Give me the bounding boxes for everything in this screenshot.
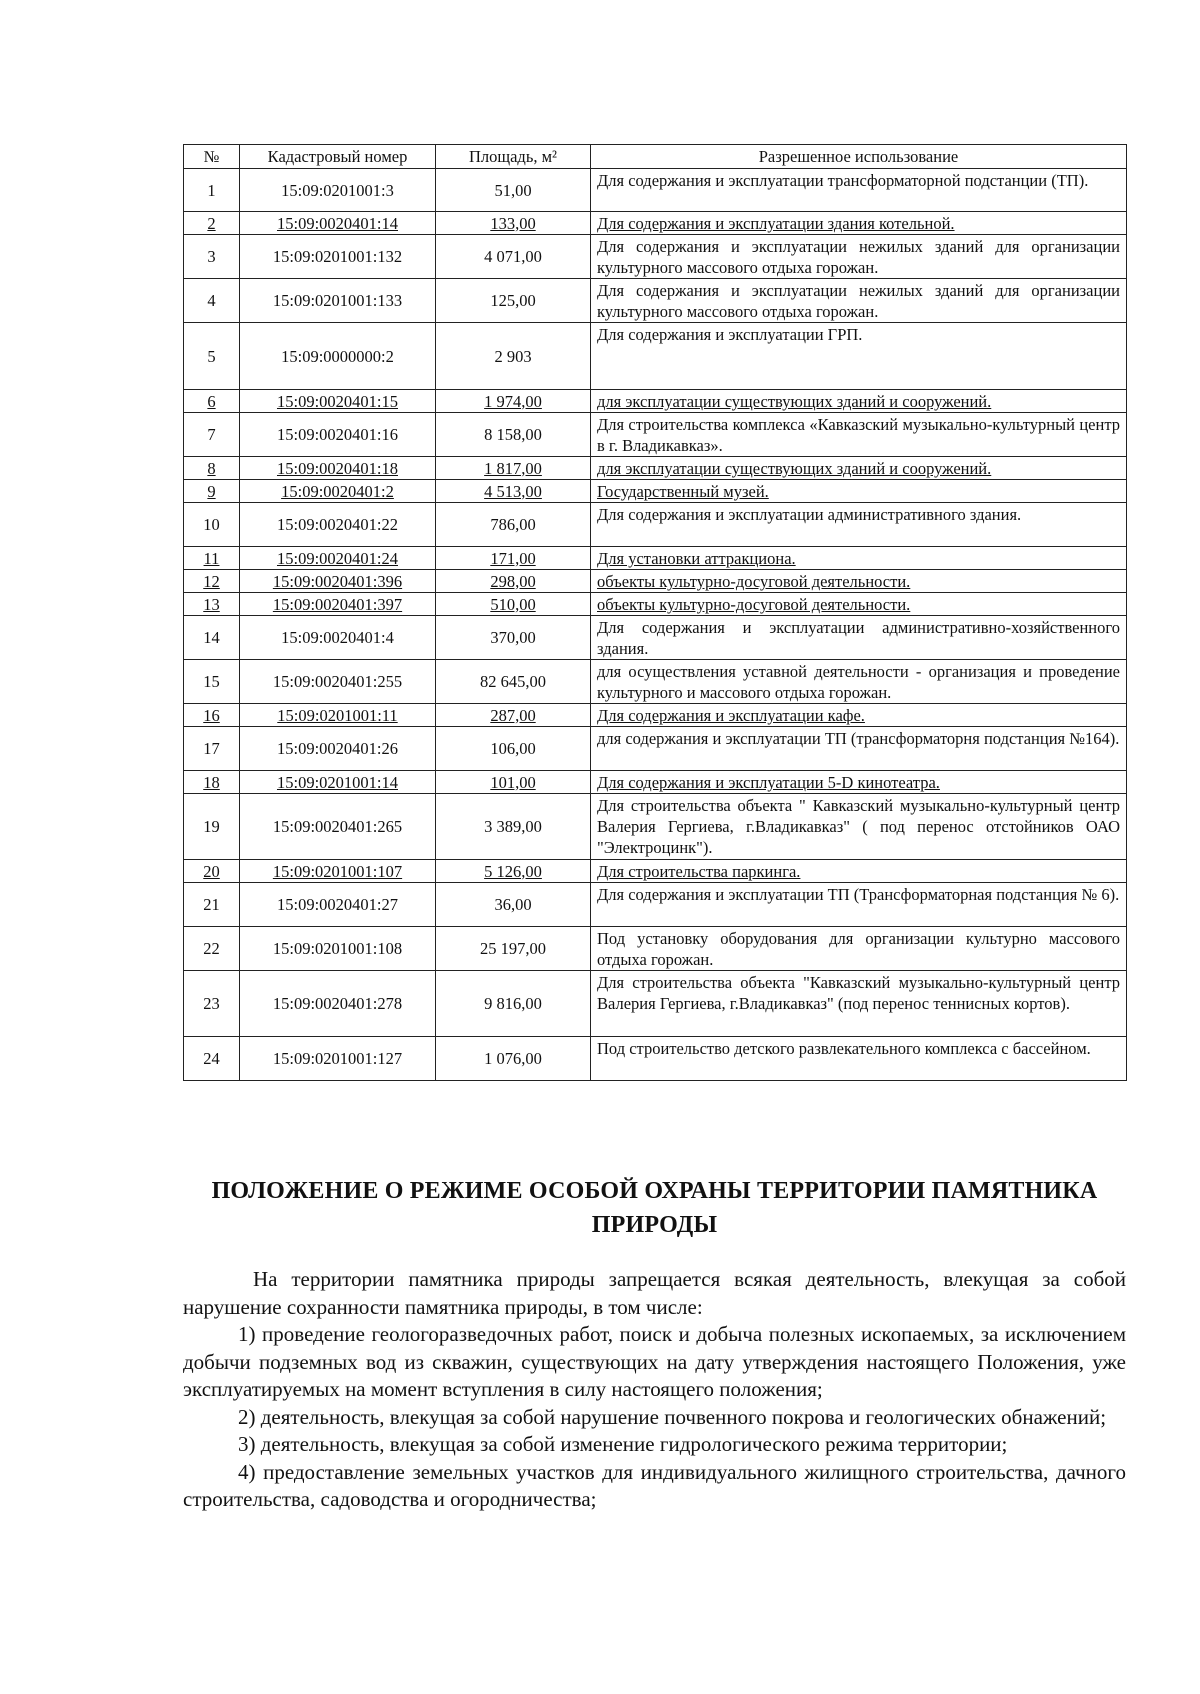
row-use <box>591 169 1127 212</box>
row-use <box>591 771 1127 794</box>
row-use-text: для эксплуатации существующих зданий и сооружений. <box>597 392 992 411</box>
row-cadastral-text: 15:09:0020401:14 <box>276 213 398 233</box>
row-cadastral-text: 15:09:0020401:265 <box>272 817 403 836</box>
row-use <box>591 235 1127 279</box>
row-use-text: Для содержания и эксплуатации 5-D кинотеатра. <box>597 773 940 792</box>
table-row <box>184 235 1127 279</box>
row-num <box>184 927 240 971</box>
row-use <box>591 547 1127 570</box>
row-cadastral-text: 15:09:0201001:132 <box>272 247 403 266</box>
row-num <box>184 883 240 927</box>
row-area <box>436 547 591 570</box>
row-num-text: 5 <box>207 346 216 366</box>
row-num <box>184 503 240 547</box>
row-use-text: объекты культурно-досуговой деятельности. <box>597 595 911 614</box>
row-cadastral-text: 15:09:0201001:14 <box>276 772 398 792</box>
row-num-text: 13 <box>203 594 220 614</box>
row-area-text: 171,00 <box>490 548 536 568</box>
row-num <box>184 860 240 883</box>
row-use-text: для содержания и эксплуатации ТП (трансформаторня подстанция №164). <box>597 729 1120 748</box>
table-row <box>184 1037 1127 1081</box>
row-use-text: объекты культурно-досуговой деятельности. <box>597 572 911 591</box>
row-use-text: Для содержания и эксплуатации нежилых зданий для организации культурного массового отдыха горожан. <box>597 281 1120 321</box>
row-use-text: для осуществления уставной деятельности - организация и проведение культурного и массового отдыха горожан. <box>597 662 1120 702</box>
row-area <box>436 971 591 1037</box>
row-num-text: 17 <box>203 739 220 758</box>
row-use <box>591 570 1127 593</box>
row-cadastral-text: 15:09:0020401:397 <box>272 594 403 614</box>
row-use <box>591 212 1127 235</box>
table-row <box>184 660 1127 704</box>
table-row <box>184 860 1127 883</box>
row-cadastral-text: 15:09:0201001:108 <box>272 939 403 958</box>
table-row <box>184 570 1127 593</box>
row-use <box>591 971 1127 1037</box>
row-use <box>591 860 1127 883</box>
table-body <box>184 169 1127 1081</box>
row-cadastral-text: 15:09:0020401:2 <box>281 481 394 501</box>
row-cadastral <box>240 927 436 971</box>
row-area-text: 298,00 <box>490 571 536 591</box>
row-num-text: 21 <box>203 895 220 914</box>
row-num <box>184 727 240 771</box>
row-area <box>436 570 591 593</box>
row-area <box>436 860 591 883</box>
row-cadastral-text: 15:09:0201001:11 <box>277 705 398 725</box>
row-cadastral-text: 15:09:0020401:16 <box>276 425 398 444</box>
row-num-text: 9 <box>207 481 216 501</box>
heading-line-1: ПОЛОЖЕНИЕ О РЕЖИМЕ ОСОБОЙ ОХРАНЫ ТЕРРИТОРИИ ПАМЯТНИКА <box>211 1178 1098 1204</box>
row-area <box>436 771 591 794</box>
row-cadastral <box>240 727 436 771</box>
row-num <box>184 704 240 727</box>
row-area <box>436 727 591 771</box>
row-cadastral-text: 15:09:0020401:255 <box>272 672 403 691</box>
row-cadastral <box>240 704 436 727</box>
row-num-text: 10 <box>203 515 220 534</box>
row-use <box>591 616 1127 660</box>
row-cadastral <box>240 771 436 794</box>
row-cadastral <box>240 593 436 616</box>
row-cadastral <box>240 616 436 660</box>
table-row <box>184 169 1127 212</box>
list-item: 3) деятельность, влекущая за собой изменение гидрологического режима территории; <box>238 1432 1008 1456</box>
row-cadastral-text: 15:09:0020401:24 <box>276 548 398 568</box>
row-cadastral <box>240 413 436 457</box>
row-num <box>184 771 240 794</box>
row-num-text: 6 <box>207 391 216 411</box>
row-use-text: Для строительства объекта "Кавказский музыкально-культурный центр Валерия Гергиева, г.Владикавказ" (под перенос теннисных кортов). <box>597 973 1120 1013</box>
row-num-text: 1 <box>207 180 216 200</box>
row-cadastral-text: 15:09:0201001:3 <box>281 180 394 200</box>
row-use <box>591 279 1127 323</box>
row-use-text: Под строительство детского развлекательного комплекса с бассейном. <box>597 1039 1091 1058</box>
row-cadastral <box>240 457 436 480</box>
table-row <box>184 616 1127 660</box>
row-use-text: Для содержания и эксплуатации кафе. <box>597 706 865 725</box>
list-item: 2) деятельность, влекущая за собой нарушение почвенного покрова и геологических обнажений; <box>238 1404 1107 1429</box>
row-cadastral <box>240 212 436 235</box>
row-area-text: 106,00 <box>490 739 536 758</box>
row-area-text: 125,00 <box>490 291 536 310</box>
row-use <box>591 927 1127 971</box>
table-row <box>184 727 1127 771</box>
row-use <box>591 413 1127 457</box>
row-cadastral-text: 15:09:0201001:133 <box>272 291 403 310</box>
row-area-text: 36,00 <box>494 895 532 914</box>
row-use-text: Для содержания и эксплуатации ГРП. <box>597 325 863 344</box>
row-num-text: 15 <box>203 672 220 691</box>
row-cadastral <box>240 235 436 279</box>
cadastral-table <box>183 144 1127 1081</box>
row-use <box>591 457 1127 480</box>
header-area: Площадь, м² <box>436 145 591 169</box>
row-cadastral-text: 15:09:0020401:4 <box>281 628 394 647</box>
row-num-text: 2 <box>207 213 216 233</box>
row-area-text: 3 389,00 <box>484 817 542 836</box>
row-cadastral <box>240 794 436 860</box>
row-area <box>436 593 591 616</box>
list-item: 4) предоставление земельных участков для индивидуального жилищного строительства, дачного строительства, садоводства и огородничества; <box>183 1459 1126 1511</box>
row-cadastral-text: 15:09:0020401:15 <box>276 391 398 411</box>
row-num-text: 14 <box>203 628 220 647</box>
row-num <box>184 1037 240 1081</box>
row-num-text: 7 <box>207 425 216 444</box>
table-row <box>184 323 1127 390</box>
row-area <box>436 323 591 390</box>
header-num: № <box>184 145 240 169</box>
row-area <box>436 413 591 457</box>
row-use-text: для эксплуатации существующих зданий и сооружений. <box>597 459 992 478</box>
table-row <box>184 704 1127 727</box>
row-cadastral <box>240 1037 436 1081</box>
table-row <box>184 593 1127 616</box>
row-use-text: Для содержания и эксплуатации административно-хозяйственного здания. <box>597 618 1120 658</box>
table-row <box>184 503 1127 547</box>
row-area-text: 4 071,00 <box>484 247 542 266</box>
row-area-text: 786,00 <box>490 515 536 534</box>
row-num <box>184 547 240 570</box>
row-area <box>436 503 591 547</box>
row-area <box>436 390 591 413</box>
row-area <box>436 660 591 704</box>
row-use-text: Для содержания и эксплуатации нежилых зданий для организации культурного массового отдыха горожан. <box>597 237 1120 277</box>
row-num <box>184 570 240 593</box>
row-num <box>184 616 240 660</box>
row-num <box>184 212 240 235</box>
row-num <box>184 413 240 457</box>
table-row <box>184 927 1127 971</box>
row-area-text: 4 513,00 <box>484 481 542 501</box>
table-row <box>184 480 1127 503</box>
row-num-text: 19 <box>203 817 220 836</box>
row-area <box>436 480 591 503</box>
header-use: Разрешенное использование <box>591 145 1127 169</box>
row-num-text: 20 <box>203 861 220 881</box>
table-row <box>184 771 1127 794</box>
row-area-text: 5 126,00 <box>484 861 542 881</box>
row-area-text: 287,00 <box>490 705 536 725</box>
row-area-text: 133,00 <box>490 213 536 233</box>
row-use <box>591 593 1127 616</box>
row-num <box>184 480 240 503</box>
row-cadastral <box>240 570 436 593</box>
row-area <box>436 1037 591 1081</box>
row-area-text: 8 158,00 <box>484 425 542 444</box>
row-cadastral-text: 15:09:0020401:27 <box>276 895 398 914</box>
row-num-text: 8 <box>207 458 216 478</box>
row-num <box>184 390 240 413</box>
table-row <box>184 971 1127 1037</box>
row-num <box>184 971 240 1037</box>
row-num-text: 4 <box>207 291 216 310</box>
row-area <box>436 235 591 279</box>
header-cadastral: Кадастровый номер <box>240 145 436 169</box>
row-num <box>184 169 240 212</box>
table-row <box>184 212 1127 235</box>
row-area-text: 1 974,00 <box>484 391 542 411</box>
row-num-text: 23 <box>203 994 220 1013</box>
row-use-text: Для содержания и эксплуатации ТП (Трансформаторная подстанция № 6). <box>597 885 1120 904</box>
row-use-text: Для установки аттракциона. <box>597 549 796 568</box>
table-row <box>184 413 1127 457</box>
table-row <box>184 279 1127 323</box>
row-area <box>436 794 591 860</box>
row-use-text: Для содержания и эксплуатации административного здания. <box>597 505 1022 524</box>
row-num-text: 12 <box>203 571 220 591</box>
row-area-text: 25 197,00 <box>480 939 546 958</box>
row-num-text: 24 <box>203 1049 220 1068</box>
row-area-text: 101,00 <box>490 772 536 792</box>
row-cadastral <box>240 323 436 390</box>
row-use <box>591 1037 1127 1081</box>
table-row <box>184 457 1127 480</box>
row-use-text: Для содержания и эксплуатации трансформаторной подстанции (ТП). <box>597 171 1089 190</box>
row-num <box>184 593 240 616</box>
row-cadastral-text: 15:09:0201001:107 <box>272 861 403 881</box>
row-use <box>591 704 1127 727</box>
row-use-text: Для строительства паркинга. <box>597 862 801 881</box>
row-num-text: 3 <box>207 247 216 266</box>
row-area-text: 1 076,00 <box>484 1049 542 1068</box>
row-area-text: 51,00 <box>494 180 532 200</box>
row-use <box>591 883 1127 927</box>
row-cadastral <box>240 547 436 570</box>
row-use-text: Под установку оборудования для организации культурно массового отдыха горожан. <box>597 929 1120 969</box>
row-num <box>184 457 240 480</box>
row-area <box>436 704 591 727</box>
list-item: 1) проведение геологоразведочных работ, поиск и добыча полезных ископаемых, за исключением добычи подземных вод из скважин, существующих на дату утверждения настоящего Положения, уже эксплуатируемых на момент вступления в силу настоящего положения; <box>183 1322 1126 1401</box>
row-cadastral-text: 15:09:0020401:18 <box>276 458 398 478</box>
row-area-text: 510,00 <box>490 594 536 614</box>
row-area <box>436 927 591 971</box>
row-area <box>436 212 591 235</box>
row-cadastral <box>240 883 436 927</box>
row-area-text: 2 903 <box>494 346 532 366</box>
row-area-text: 9 816,00 <box>484 994 542 1013</box>
row-cadastral-text: 15:09:0020401:396 <box>272 571 403 591</box>
row-num-text: 22 <box>203 939 220 958</box>
row-cadastral-text: 15:09:0000000:2 <box>281 346 394 366</box>
heading-line-2: ПРИРОДЫ <box>591 1212 718 1238</box>
row-cadastral <box>240 971 436 1037</box>
section-heading <box>183 1174 1126 1242</box>
row-cadastral <box>240 660 436 704</box>
row-num <box>184 794 240 860</box>
row-num <box>184 660 240 704</box>
row-use <box>591 727 1127 771</box>
row-cadastral-text: 15:09:0020401:22 <box>276 515 398 534</box>
table-row <box>184 547 1127 570</box>
row-area-text: 370,00 <box>490 628 536 647</box>
row-use-text: Для строительства комплекса «Кавказский музыкально-культурный центр в г. Владикавказ». <box>597 415 1120 455</box>
row-cadastral <box>240 390 436 413</box>
row-num-text: 16 <box>203 705 220 725</box>
intro-paragraph: На территории памятника природы запрещается всякая деятельность, влекущая за собой нарушение сохранности памятника природы, в том числе: <box>183 1267 1126 1319</box>
row-cadastral <box>240 860 436 883</box>
row-cadastral <box>240 480 436 503</box>
table-row <box>184 390 1127 413</box>
row-cadastral <box>240 169 436 212</box>
row-area <box>436 169 591 212</box>
row-cadastral <box>240 279 436 323</box>
row-area-text: 82 645,00 <box>480 672 546 691</box>
row-area <box>436 616 591 660</box>
row-area <box>436 457 591 480</box>
row-area <box>436 279 591 323</box>
row-use <box>591 660 1127 704</box>
row-use <box>591 794 1127 860</box>
row-area-text: 1 817,00 <box>484 458 542 478</box>
row-use <box>591 323 1127 390</box>
row-use-text: Для строительства объекта " Кавказский музыкально-культурный центр Валерия Гергиева, г.Владикавказ" ( под перенос отстойников ОАО "Электроцинк"). <box>597 796 1120 857</box>
row-num-text: 11 <box>203 548 220 568</box>
table-row <box>184 883 1127 927</box>
row-num <box>184 323 240 390</box>
row-cadastral <box>240 503 436 547</box>
row-use <box>591 503 1127 547</box>
row-num-text: 18 <box>203 772 220 792</box>
table-row <box>184 794 1127 860</box>
row-use-text: Государственный музей. <box>597 482 769 501</box>
row-use <box>591 480 1127 503</box>
regulation-text <box>183 1266 1126 1514</box>
row-use-text: Для содержания и эксплуатации здания котельной. <box>597 214 955 233</box>
row-cadastral-text: 15:09:0201001:127 <box>272 1049 403 1068</box>
row-use <box>591 390 1127 413</box>
row-num <box>184 279 240 323</box>
row-cadastral-text: 15:09:0020401:278 <box>272 994 403 1013</box>
row-cadastral-text: 15:09:0020401:26 <box>276 739 398 758</box>
table-header-row <box>184 145 1127 169</box>
row-area <box>436 883 591 927</box>
row-num <box>184 235 240 279</box>
